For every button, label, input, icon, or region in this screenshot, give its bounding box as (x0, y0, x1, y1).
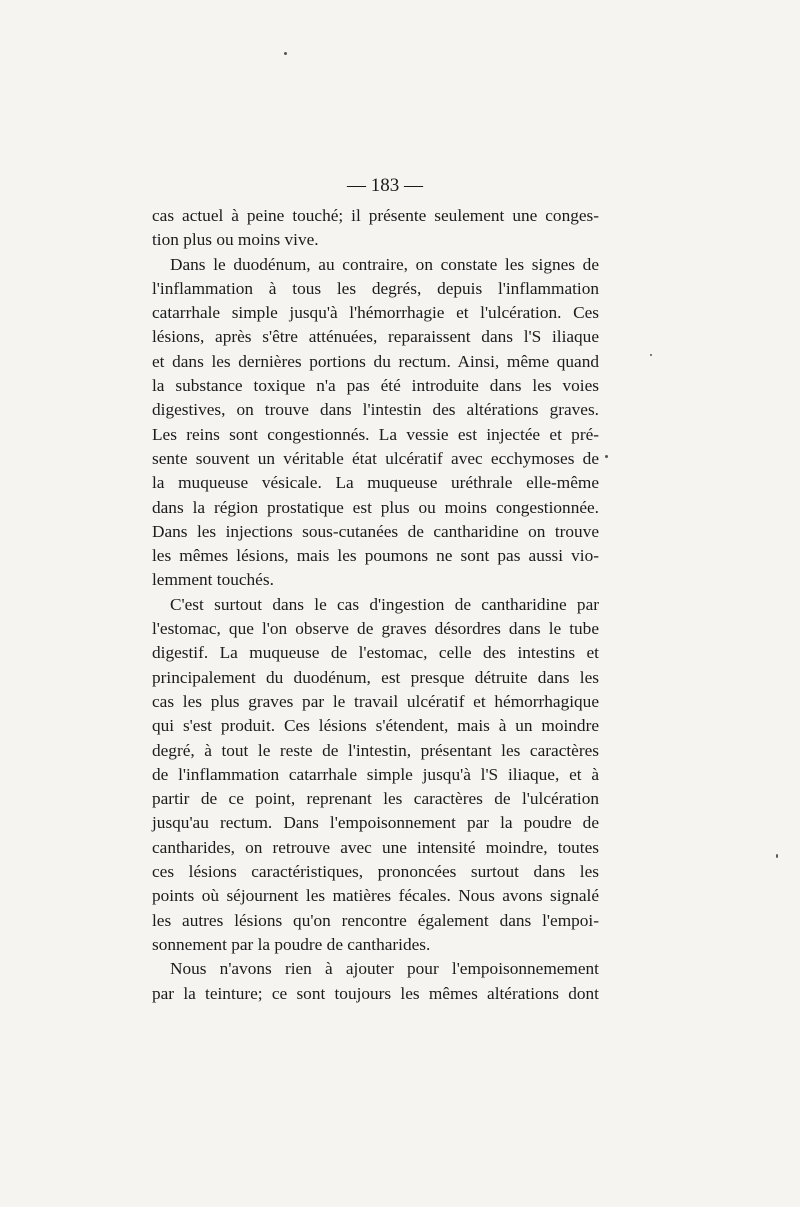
text-line: les mêmes lésions, mais les poumons ne sont pas aussi vio- (152, 546, 599, 566)
text-line: les autres lésions qu'on rencontre également dans l'empoi- (152, 910, 599, 930)
text-line: tion plus ou moins vive. (152, 230, 319, 250)
text-line: digestif. La muqueuse de l'estomac, celle des intestins et (152, 643, 599, 663)
text-line: Dans le duodénum, au contraire, on constate les signes de (170, 254, 599, 274)
text-line: lemment touchés. (152, 570, 274, 590)
text-line: cas les plus graves par le travail ulcératif et hémorrhagique (152, 691, 599, 711)
text-line: de l'inflammation catarrhale simple jusqu'à l'S iliaque, et à (152, 764, 599, 784)
text-line: partir de ce point, reprenant les caractères de l'ulcération (152, 789, 599, 809)
text-line: dans la région prostatique est plus ou moins congestionnée. (152, 497, 599, 517)
text-line: Les reins sont congestionnés. La vessie est injectée et pré- (152, 424, 599, 444)
scan-speck (776, 854, 778, 858)
body-text (152, 204, 599, 1006)
text-line: digestives, on trouve dans l'intestin des altérations graves. (152, 400, 599, 420)
text-line: points où séjournent les matières fécales. Nous avons signalé (152, 886, 599, 906)
page-number: — 183 — (347, 175, 423, 196)
text-line: catarrhale simple jusqu'à l'hémorrhagie et l'ulcération. Ces (152, 303, 599, 323)
text-line: lésions, après s'être atténuées, reparaissent dans l'S iliaque (152, 327, 599, 347)
scan-speck (284, 52, 287, 55)
text-line: Dans les injections sous-cutanées de cantharidine on trouve (152, 521, 599, 541)
text-line: principalement du duodénum, est presque détruite dans les (152, 667, 599, 687)
text-line: ces lésions caractéristiques, prononcées surtout dans les (152, 862, 599, 882)
text-line: C'est surtout dans le cas d'ingestion de cantharidine par (170, 594, 599, 614)
scan-speck (605, 455, 608, 458)
text-line: l'estomac, que l'on observe de graves désordres dans le tube (152, 619, 599, 639)
text-line: et dans les dernières portions du rectum. Ainsi, même quand (152, 351, 599, 371)
text-line: sente souvent un véritable état ulcératif avec ecchymoses de (152, 448, 599, 468)
text-line: degré, à tout le reste de l'intestin, présentant les caractères (152, 740, 599, 760)
text-line: sonnement par la poudre de cantharides. (152, 934, 431, 954)
text-line: la substance toxique n'a pas été introduite dans les voies (152, 376, 599, 396)
text-line: par la teinture; ce sont toujours les mêmes altérations dont (152, 983, 599, 1003)
text-line: cas actuel à peine touché; il présente seulement une conges- (152, 206, 599, 225)
text-line: Nous n'avons rien à ajouter pour l'empoisonnemement (170, 959, 599, 979)
text-line: jusqu'au rectum. Dans l'empoisonnement par la poudre de (152, 813, 599, 833)
text-line: la muqueuse vésicale. La muqueuse uréthrale elle-même (152, 473, 599, 493)
text-line: cantharides, on retrouve avec une intensité moindre, toutes (152, 837, 599, 857)
scan-speck (650, 354, 652, 356)
text-line: qui s'est produit. Ces lésions s'étendent, mais à un moindre (152, 716, 599, 736)
text-line: l'inflammation à tous les degrés, depuis l'inflammation (152, 278, 599, 298)
